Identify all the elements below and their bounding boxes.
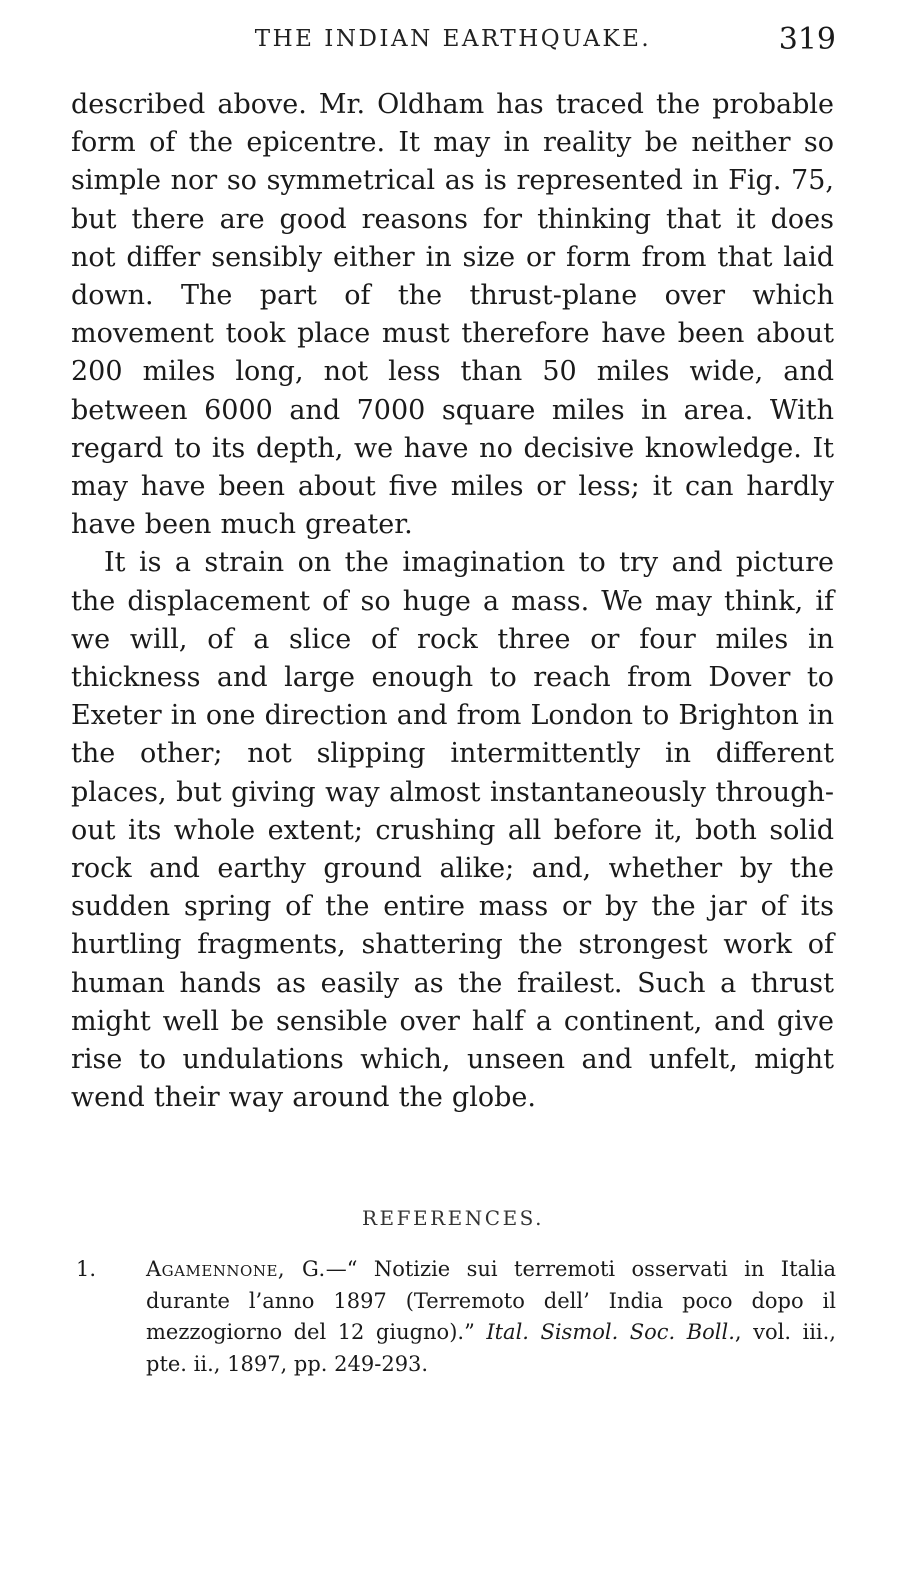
page-number: 319 [778, 22, 836, 57]
running-head [70, 22, 836, 62]
reference-details: , vol. iii., pte. ii., 1897, pp. 249-293. [146, 1320, 836, 1376]
reference-list [76, 1254, 836, 1380]
reference-journal: Ital. Sismol. Soc. Boll. [486, 1320, 735, 1344]
paragraph-strain-on-imagination: It is a strain on the imagination to try and picture the displacement of so huge a mass. We may think, if we will, of a slice of rock three or four miles in thickness and large enough to reach from Dover to Exeter in one direction and from London to Brighton in the other; not slipping intermittently in different places, but giving way almost instantaneously throughout its whole extent; crushing all before it, both solid rock and earthy ground alike; and, whether by the sudden spring of the entire mass or by the jar of its hurtling fragments, shattering the strongest work of human hands as easily as the frailest. Such a thrust might well be sensible over half a continent, and give rise to undulations which, unseen and unfelt, might wend their way around the globe. [71, 547, 834, 1114]
reference-dash: — [325, 1257, 347, 1281]
body-text [71, 86, 834, 1117]
reference-number: 1. [76, 1257, 97, 1281]
reference-author: Agamennone, G. [146, 1257, 326, 1281]
running-title: THE INDIAN EARTHQUAKE. [254, 26, 652, 52]
reference-item [76, 1254, 836, 1380]
references-heading: REFERENCES. [361, 1206, 545, 1230]
reference-title: “ Notizie sui terremoti osservati in Italia durante l’anno 1897 (Terremoto dell’ India poco dopo il mezzogiorno del 12 giugno).” [146, 1257, 837, 1344]
paragraph-continued: described above. Mr. Oldham has traced the probable form of the epicentre. It may in reality be neither so simple nor so symmetrical as is represented in Fig. 75, but there are good reasons for thinking that it does not differ sensibly either in size or form from that laid down. The part of the thrust-plane over which movement took place must therefore have been about 200 miles long, not less than 50 miles wide, and between 6000 and 7000 square miles in area. With regard to its depth, we have no decisive knowledge. It may have been about five miles or less; it can hardly have been much greater. [71, 89, 834, 541]
